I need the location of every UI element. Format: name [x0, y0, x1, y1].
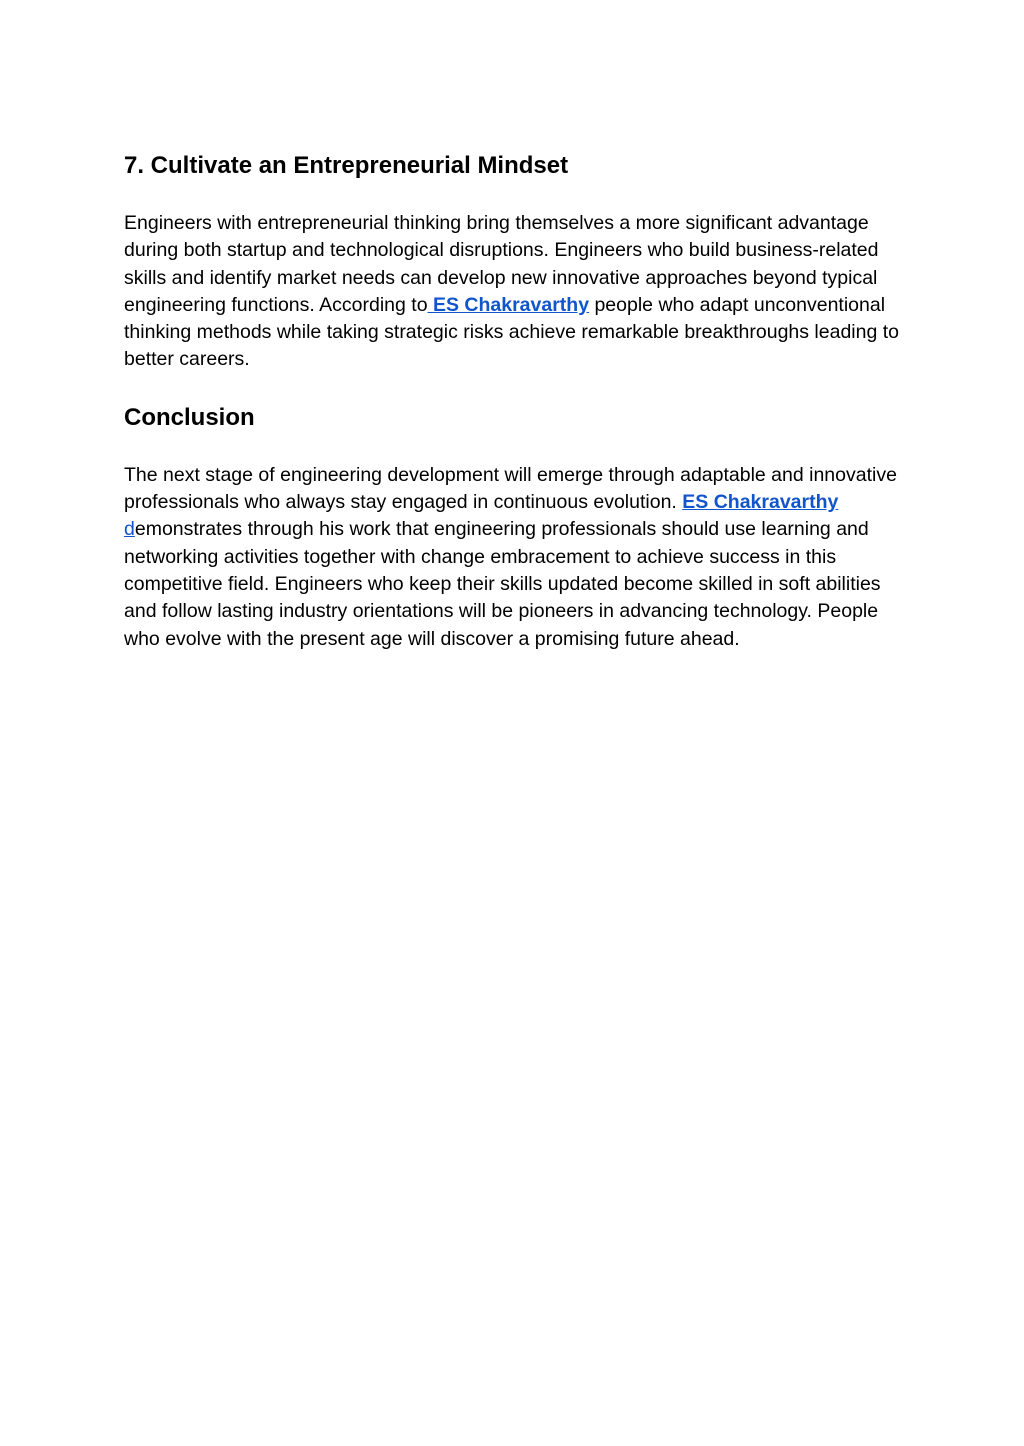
- es-chakravarthy-link[interactable]: ES Chakravarthy: [427, 293, 590, 316]
- document-page: [124, 148, 904, 653]
- section-heading-entrepreneurial-mindset: 7. Cultivate an Entrepreneurial Mindset: [124, 152, 569, 179]
- section-paragraph-entrepreneurial-mindset: [124, 210, 904, 374]
- es-chakravarthy-link-tail[interactable]: d: [124, 518, 135, 541]
- section-heading-conclusion: Conclusion: [124, 403, 255, 431]
- paragraph-text: emonstrates through his work that engineering professionals should use learning and networking activities together with change embracement to achieve success in this competitive field. Engineers who keep their skills updated become skilled in soft abilities and follow lasting industry orientations will be pioneers in advancing technology. People who evolve with the present age will discover a promising future ahead.: [124, 518, 881, 650]
- paragraph-text: people who adapt unconventional thinking methods while taking strategic risks achieve remarkable breakthroughs leading to better careers.: [124, 293, 899, 371]
- section-paragraph-conclusion: [124, 462, 904, 653]
- paragraph-text: Engineers with entrepreneurial thinking bring themselves a more significant advantage during both startup and technological disruptions. Engineers who build business-related skills and identify market needs can develop new innovative approaches beyond typical engineering functions. According to: [124, 212, 879, 316]
- es-chakravarthy-link[interactable]: ES Chakravarthy: [682, 491, 839, 514]
- paragraph-text: The next stage of engineering development will emerge through adaptable and innovative professionals who always stay engaged in continuous evolution.: [124, 463, 897, 514]
